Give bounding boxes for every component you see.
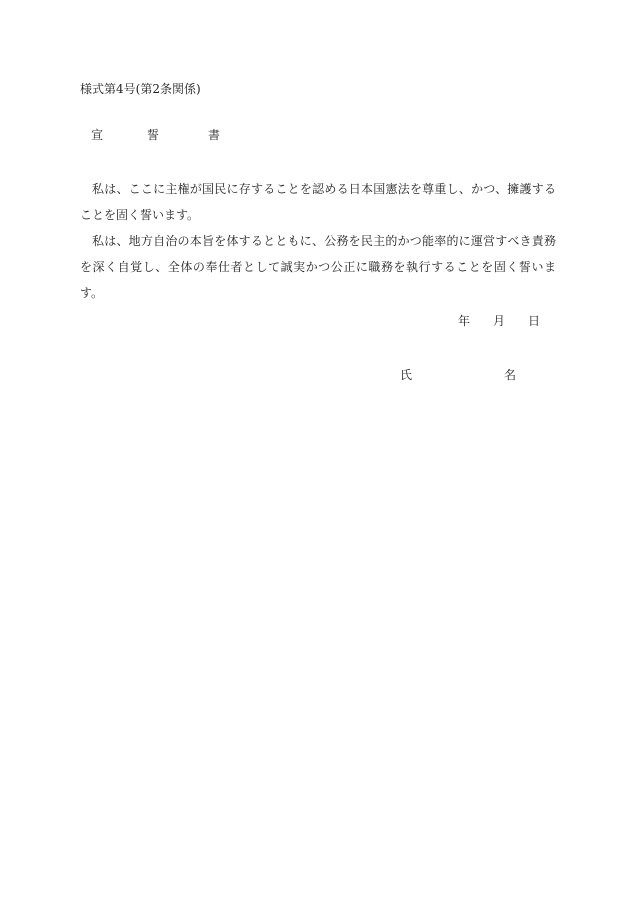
signature-name-label-1: 氏 xyxy=(400,368,413,382)
date-day-label: 日 xyxy=(528,314,541,328)
form-number: 様式第4号(第2条関係) xyxy=(80,82,201,96)
title-char-1: 宣 xyxy=(91,128,104,142)
title-char-3: 書 xyxy=(208,128,221,142)
oath-paragraph-1: 私は、ここに主権が国民に存することを認める日本国憲法を尊重し、かつ、擁護することを固く誓います。 xyxy=(80,182,556,222)
oath-body xyxy=(80,176,556,306)
signature-name-label-2: 名 xyxy=(504,368,517,382)
date-month-label: 月 xyxy=(493,314,506,328)
title-char-2: 誓 xyxy=(147,128,160,142)
oath-paragraph-2: 私は、地方自治の本旨を体するとともに、公務を民主的かつ能率的に運営すべき責務を深く自覚し、全体の奉仕者として誠実かつ公正に職務を執行することを固く誓います。 xyxy=(80,234,556,300)
date-year-label: 年 xyxy=(458,314,471,328)
